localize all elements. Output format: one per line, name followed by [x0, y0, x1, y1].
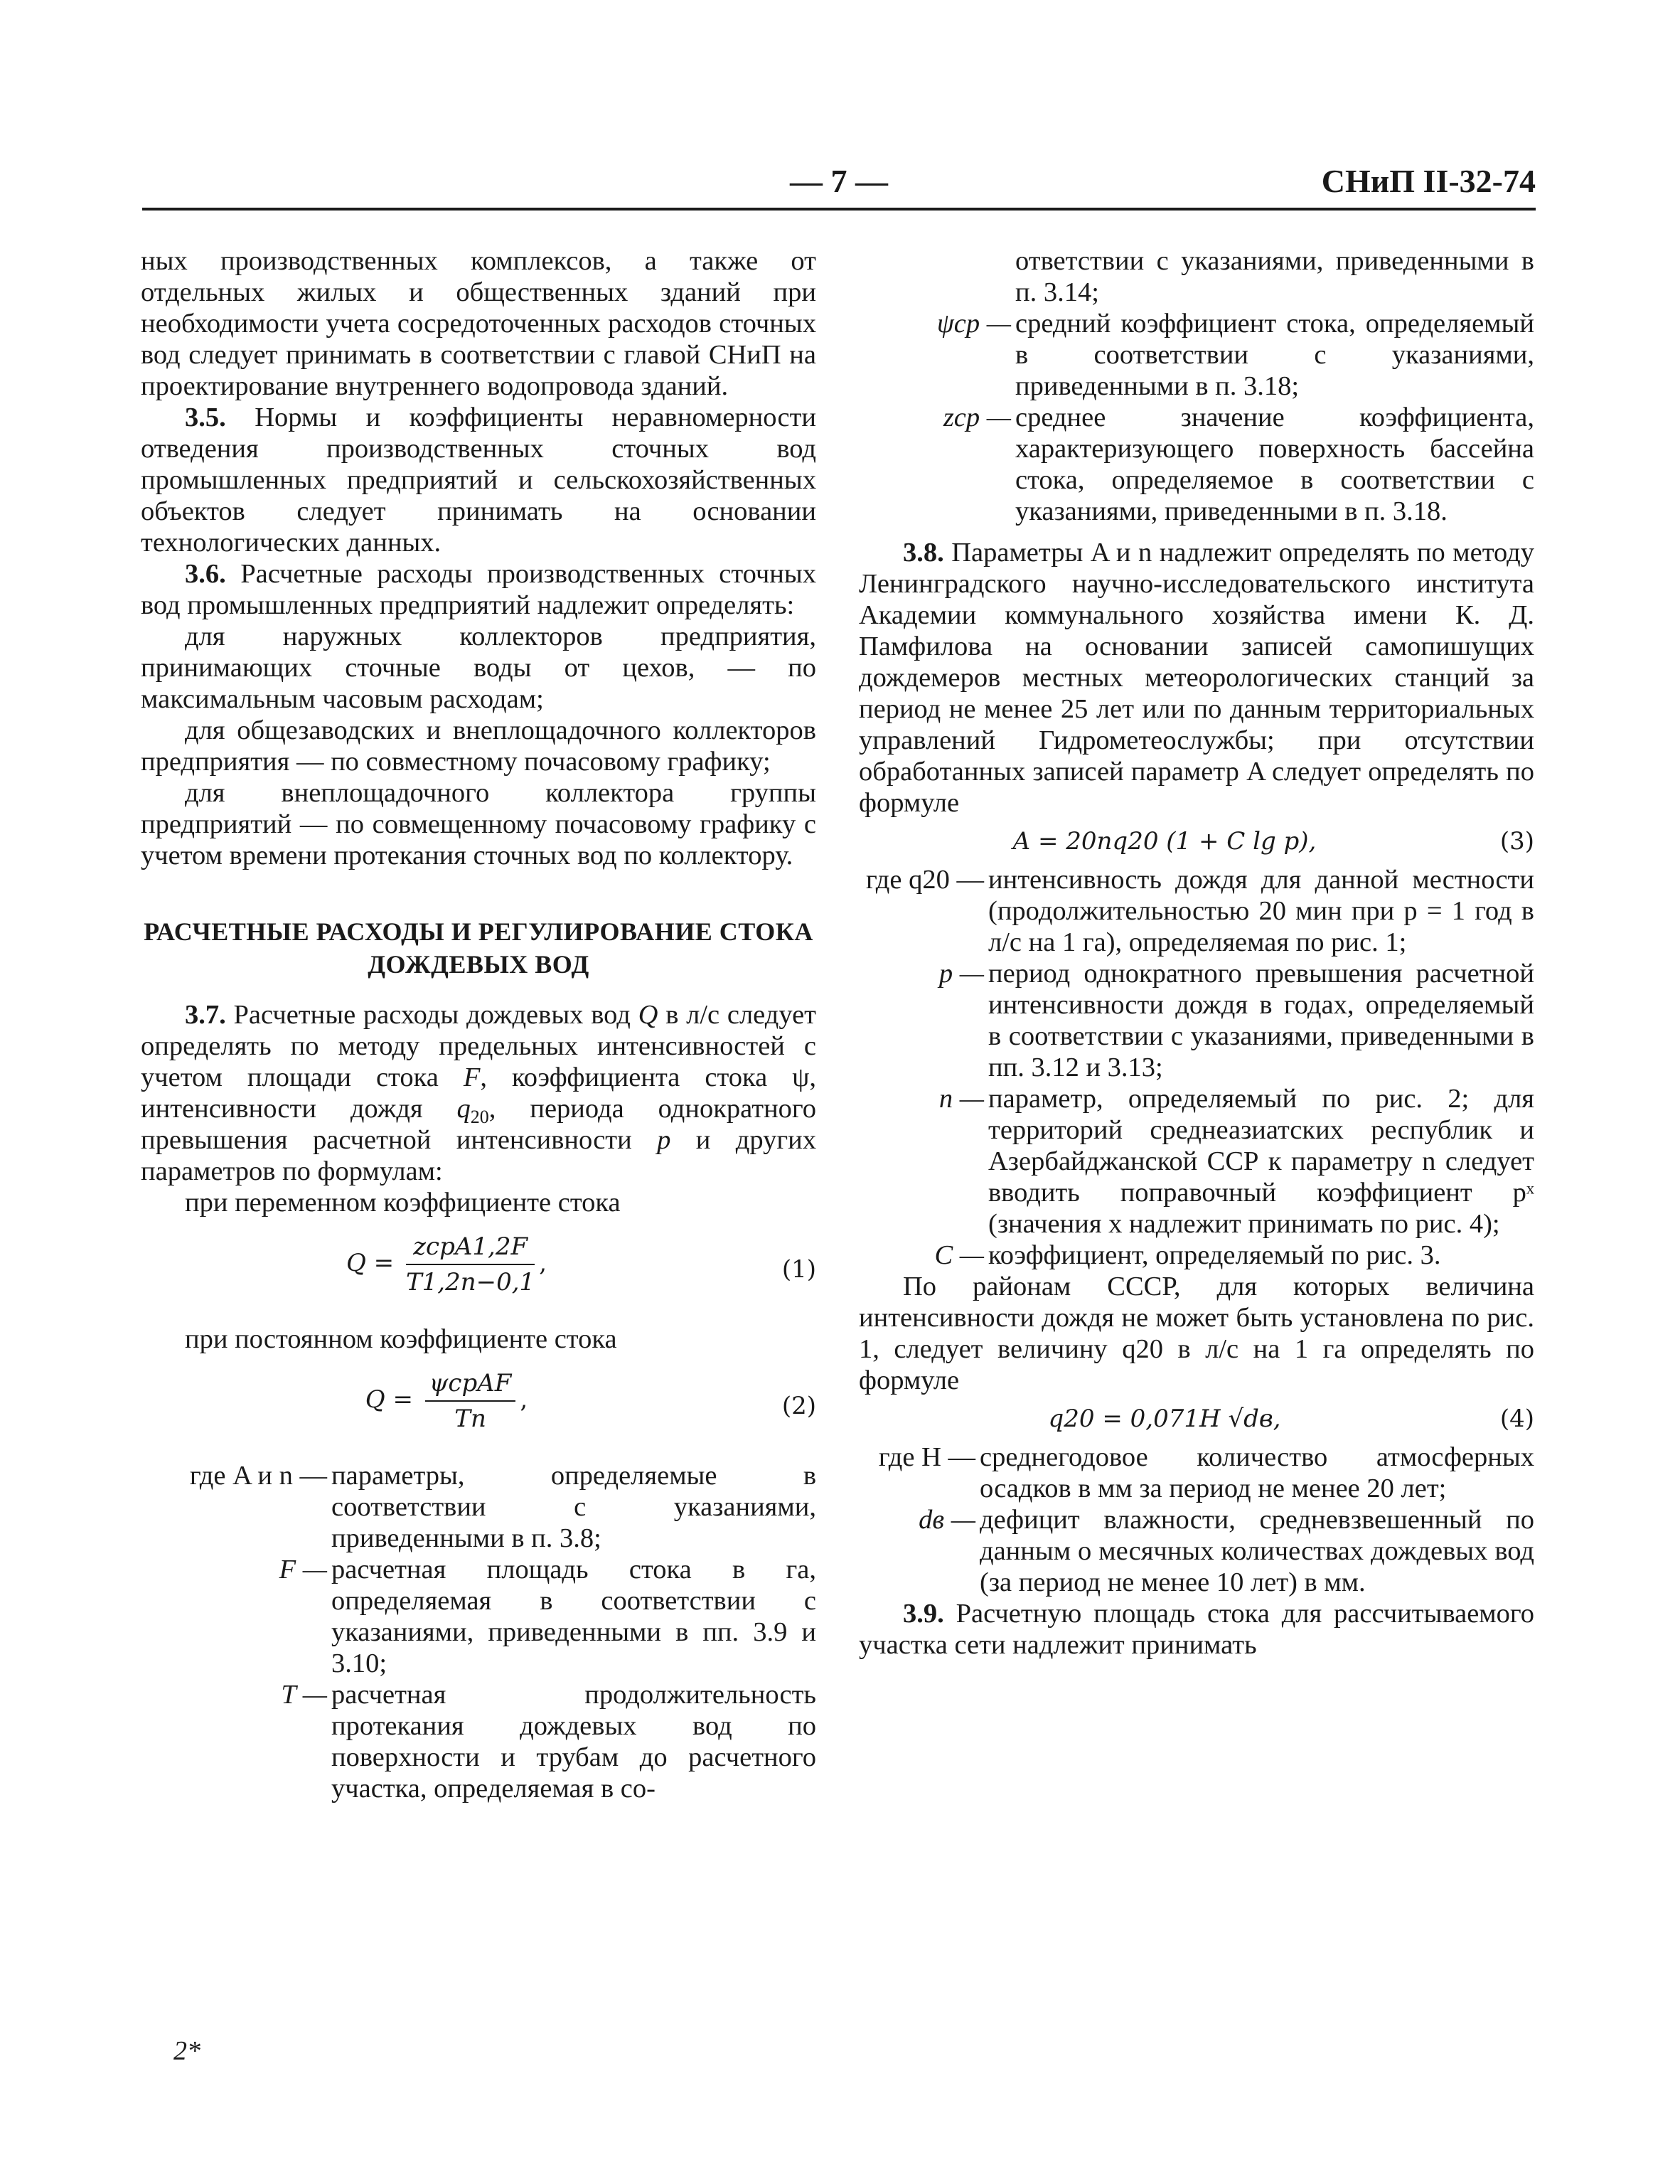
definition-text: интенсивность дождя для данной местности (продолжительностью 20 мин при p = 1 год в л/с на 1 га), определяемая по рис. 1; — [988, 865, 1534, 957]
definition-term: где H — — [878, 1442, 975, 1472]
definition-q20 — [859, 864, 1534, 958]
definition-term: ψср — — [936, 309, 1011, 339]
definition-term: zср — — [943, 403, 1011, 432]
definitions-continued — [859, 245, 1534, 527]
definition-term: C — — [934, 1240, 984, 1270]
formula-2: Q = $\frac{\text{ψсрAF}}{Tn}$ , (2) — [365, 1369, 816, 1433]
definition-psi — [859, 308, 1534, 402]
definition-term: где q20 — — [865, 865, 984, 895]
clause-3-7: 3.7. Расчетные расходы дождевых вод Q в л/с следует определять по методу предельных интенсивностей с учетом площади стока F, коэффициента стока ψ, интенсивности дождя $q_{20}$, периода однократного превышения расчетной интенсивности p и других параметров по формулам: — [141, 1000, 817, 1186]
definition-text: среднее значение коэффициента, характеризующего поверхность бассейна стока, определяемое в соответствии с указаниями, приведенными в п. 3.18. — [1015, 403, 1534, 526]
clause-3-6-item-c: для внеплощадочного коллектора группы предприятий — по совмещенному почасовому графику с учетом времени протекания сточных вод по коллектору. — [141, 778, 816, 870]
formula-2-numerator: ψсрAF — [425, 1368, 516, 1402]
clause-text: Расчетные расходы производственных сточных вод промышленных предприятий надлежит определять: — [141, 559, 816, 620]
definition-term: p — — [938, 959, 984, 989]
clause-number: 3.8. — [903, 538, 944, 568]
definition-text: средний коэффициент стока, определяемый в соответствии с указаниями, приведенными в п. 3.18; — [1015, 309, 1534, 401]
clause-3-6-item-b: для общезаводских и внеплощадочного коллекторов предприятия — по совместному почасовому графику; — [141, 715, 816, 777]
definition-term: где A и n — — [189, 1461, 327, 1491]
page-number: — 7 — — [790, 163, 888, 199]
definition-F — [141, 1554, 816, 1679]
equation-number: (4) — [1499, 1405, 1534, 1433]
definitions-list — [141, 1460, 816, 1804]
clause-text: Параметры A и n надлежит определять по методу Ленинградского научно-исследовательского института Академии коммунального хозяйства имени К. Д. Памфилова на основании записей самопишущих дождемеров местных метеорологических станций за период не менее 25 лет или по данным территориальных управлений Гидрометеослужбы; при отсутствии обработанных записей параметр A следует определять по формуле — [859, 538, 1534, 818]
definition-text: ответствии с указаниями, приведенными в п. 3.14; — [1015, 246, 1534, 307]
definition-d — [859, 1504, 1534, 1598]
definition-text: период однократного превышения расчетной интенсивности дождя в годах, определяемый в соответствии с указаниями, приведенными в пп. 3.12 и 3.13; — [988, 959, 1534, 1082]
definition-term: T — — [281, 1680, 327, 1710]
definition-C — [859, 1240, 1534, 1271]
paragraph-continuation: ных производственных комплексов, а также от отдельных жилых и общественных зданий при необходимости учета сосредоточенных расходов сточных вод следует принимать в соответствии с главой СНиП на проектирование внутреннего водопровода зданий. — [141, 246, 816, 401]
clause-3-6-item-a: для наружных коллекторов предприятия, принимающих сточные воды от цехов, — по максимальным часовым расходам; — [141, 622, 816, 714]
definition-n — [859, 1083, 1534, 1240]
formula-1-denominator: T1,2n−0,1 — [405, 1268, 535, 1296]
formula-1: Q = $\frac{\text{zсрA1,2F}}{T1,2n-0,1}$ , (1) — [346, 1232, 816, 1296]
definition-text: дефицит влажности, средневзвешенный по данным о месячных количествах дождевых вод (за период не менее 10 лет) в мм. — [980, 1505, 1534, 1597]
definition-T-continued — [859, 245, 1534, 308]
clause-text: Расчетную площадь стока для рассчитываемого участка сети надлежит принимать — [859, 1599, 1534, 1660]
definition-p — [859, 958, 1534, 1083]
definition-text: среднегодовое количество атмосферных осадков в мм за период не менее 20 лет; — [980, 1442, 1534, 1503]
header-rule — [142, 208, 1536, 211]
formula-2-intro: при постоянном коэффициенте стока — [185, 1324, 617, 1354]
definition-H — [859, 1442, 1534, 1504]
definition-text: расчетная площадь стока в га, определяемая в соответствии с указаниями, приведенными в пп. 3.9 и 3.10; — [331, 1555, 816, 1678]
clause-3-8 — [859, 537, 1534, 819]
definition-term: n — — [938, 1084, 984, 1114]
section-heading: РАСЧЕТНЫЕ РАСХОДЫ И РЕГУЛИРОВАНИЕ СТОКА ДОЖДЕВЫХ ВОД — [144, 917, 813, 979]
definition-term: F — — [279, 1555, 327, 1584]
document-code: СНиП II-32-74 — [1321, 163, 1536, 199]
equation-number: (1) — [781, 1255, 816, 1284]
clause-3-9 — [859, 1598, 1534, 1661]
left-column — [141, 245, 816, 1804]
clause-text: Нормы и коэффициенты неравномерности отведения производственных сточных вод промышленных предприятий и сельскохозяйственных объектов следует принимать на основании технологических данных. — [141, 403, 817, 558]
definitions-list — [859, 864, 1534, 1271]
formula-2-denominator: Tn — [454, 1405, 486, 1433]
clause-number: 3.9. — [903, 1599, 944, 1629]
definition-text: параметры, определяемые в соответствии с указаниями, приведенными в п. 3.8; — [331, 1461, 816, 1553]
equation-number: (2) — [781, 1392, 816, 1420]
definition-A-n — [141, 1460, 816, 1554]
formula-1-numerator: zсрA1,2F — [406, 1231, 535, 1265]
page-header — [142, 162, 1536, 212]
paragraph-regions: По районам СССР, для которых величина интенсивности дождя не может быть установлена по рис. 1, следует величину q20 в л/с на 1 га определять по формуле — [859, 1272, 1534, 1395]
formula-1-intro: при переменном коэффициенте стока — [185, 1188, 621, 1218]
formula-4-expression: q20 = 0,071H √dв, — [1048, 1405, 1281, 1433]
definitions-list — [859, 1442, 1534, 1598]
clause-number: 3.5. — [185, 403, 226, 432]
equation-number: (3) — [1499, 827, 1534, 856]
signature-mark: 2* — [173, 2036, 200, 2066]
definition-term: dв — — [919, 1505, 975, 1535]
definition-text: параметр, определяемый по рис. 2; для территорий среднеазиатских республик и Азербайджанской ССР к параметру n следует вводить поправочный коэффициент pˣ (значения x надлежит принимать по рис. 4); — [988, 1084, 1534, 1239]
clause-3-5 — [141, 402, 816, 558]
right-column — [859, 245, 1534, 1661]
clause-number: 3.6. — [185, 559, 226, 589]
definition-text: расчетная продолжительность протекания дождевых вод по поверхности и трубам до расчетного участка, определяемая в со- — [331, 1680, 816, 1804]
formula-4 — [859, 1403, 1534, 1434]
formula-3-expression: A = 20nq20 (1 + C lg p), — [1012, 827, 1317, 856]
definition-z — [859, 402, 1534, 527]
definition-T — [141, 1679, 816, 1804]
clause-3-6 — [141, 558, 816, 621]
definition-text: коэффициент, определяемый по рис. 3. — [988, 1240, 1441, 1270]
clause-number: 3.7. — [185, 1000, 226, 1030]
formula-3 — [859, 826, 1534, 857]
